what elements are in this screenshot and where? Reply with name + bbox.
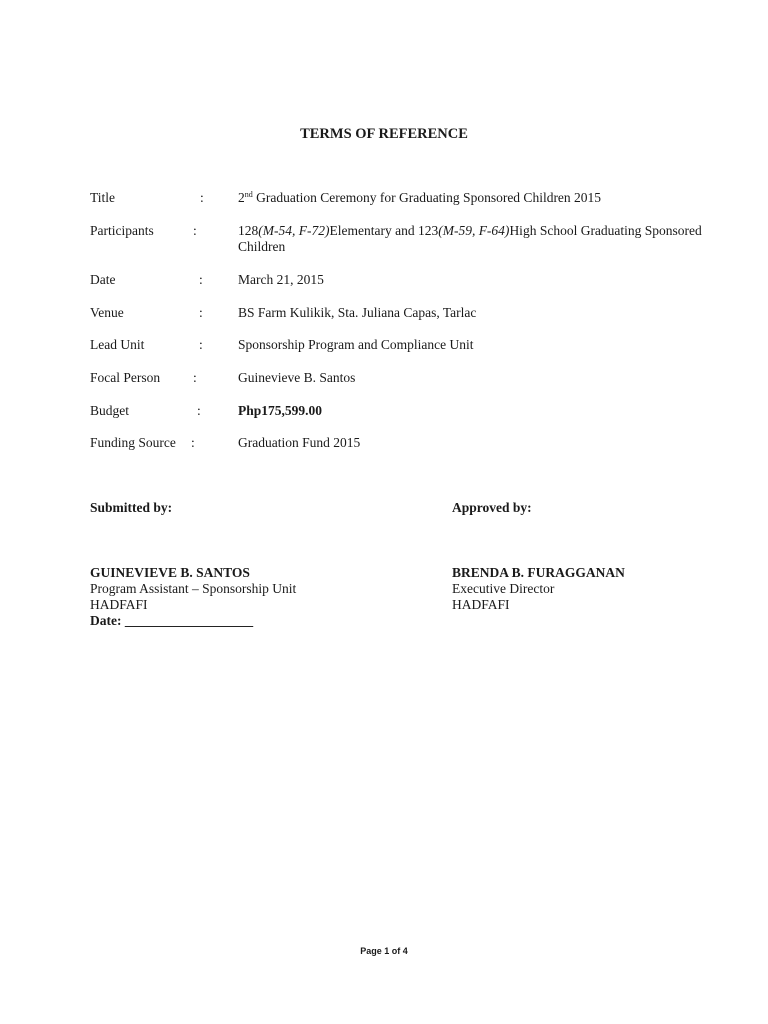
field-label-focal-person: Focal Person <box>90 370 161 385</box>
participants-mid-text: Elementary and 123 <box>329 223 439 238</box>
field-label-lead-unit: Lead Unit <box>90 337 145 352</box>
field-value-lead-unit: Sponsorship Program and Compliance Unit <box>238 337 474 352</box>
field-label-title: Title <box>90 190 116 205</box>
field-colon: : <box>191 435 195 450</box>
field-colon: : <box>197 403 201 418</box>
field-colon: : <box>199 337 203 352</box>
participants-highschool-gender: (M-59, F-64) <box>438 223 510 238</box>
page-number-footer: Page 1 of 4 <box>360 946 408 956</box>
field-label-budget: Budget <box>90 403 129 418</box>
participants-tail-text: High School Graduating Sponsored Children <box>238 223 702 254</box>
submitted-by-heading: Submitted by: <box>90 500 173 515</box>
approved-by-heading: Approved by: <box>452 500 532 515</box>
title-ordinal: 2 <box>238 190 245 205</box>
field-label-date: Date <box>90 272 116 287</box>
approved-by-position: Executive Director <box>452 581 555 596</box>
field-label-venue: Venue <box>90 305 124 320</box>
field-colon: : <box>193 223 197 238</box>
approved-by-org: HADFAFI <box>452 597 510 612</box>
field-value-venue: BS Farm Kulikik, Sta. Juliana Capas, Tarlac <box>238 305 477 320</box>
participants-elementary-count: 128 <box>238 223 259 238</box>
field-colon: : <box>200 190 204 205</box>
approved-by-name: BRENDA B. FURAGGANAN <box>452 565 625 580</box>
field-colon: : <box>199 272 203 287</box>
field-value-budget: Php175,599.00 <box>238 403 323 418</box>
approved-by-block <box>452 500 532 516</box>
submitted-date-line: Date: ___________________ <box>90 613 254 628</box>
field-value-funding-source: Graduation Fund 2015 <box>238 435 361 450</box>
field-value-title <box>238 190 718 206</box>
field-colon: : <box>199 305 203 320</box>
field-label-participants: Participants <box>90 223 154 238</box>
submitted-by-block <box>90 500 172 516</box>
title-text: Graduation Ceremony for Graduating Sponsored Children 2015 <box>252 190 602 205</box>
field-label-funding-source: Funding Source <box>90 435 176 450</box>
submitted-by-org: HADFAFI <box>90 597 148 612</box>
field-colon: : <box>193 370 197 385</box>
participants-elementary-gender: (M-54, F-72) <box>258 223 330 238</box>
field-value-participants <box>238 223 718 255</box>
title-ordinal-suffix: nd <box>244 190 253 199</box>
field-value-focal-person: Guinevieve B. Santos <box>238 370 356 385</box>
approved-by-signatory <box>452 565 625 613</box>
page-title: TERMS OF REFERENCE <box>300 126 468 142</box>
submitted-by-name: GUINEVIEVE B. SANTOS <box>90 565 250 580</box>
submitted-by-signatory <box>90 565 296 629</box>
submitted-by-position: Program Assistant – Sponsorship Unit <box>90 581 297 596</box>
field-value-date: March 21, 2015 <box>238 272 324 287</box>
